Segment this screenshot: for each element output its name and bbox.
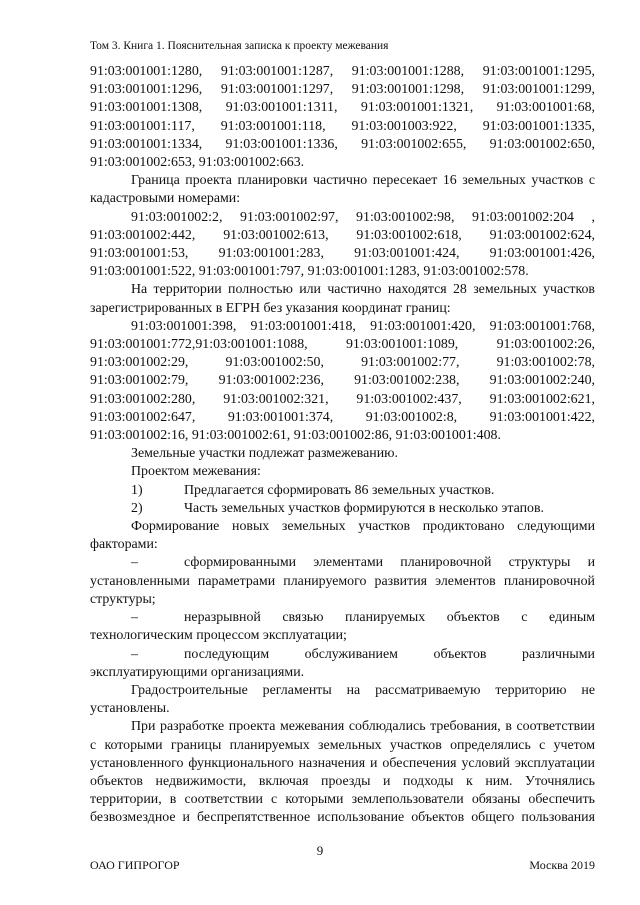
text-line: установленного функционального назначения и обеспечения условий эксплуатации [90,755,595,771]
text-line: 91:03:001001:1334, 91:03:001001:1336, 91:03:001002:655, 91:03:001002:650, [90,136,595,152]
text-line: При разработке проекта межевания соблюдались требования, в соответствии [131,719,595,735]
list-item [90,482,595,500]
factor-text: последующим обслуживанием объектов различными [184,646,595,662]
text-line: факторами: [90,537,158,553]
text-line: объектов недвижимости, включая проезды и подходы к ним. Уточнялись [90,773,595,789]
text-line: 91:03:001002:647, 91:03:001001:374, 91:03:001002:8, 91:03:001001:422, [90,409,595,425]
subdivision-note: Земельные участки подлежат размежеванию. [131,446,399,462]
text-line: 91:03:001002:16, 91:03:001002:61, 91:03:001002:86, 91:03:001001:408. [90,428,501,444]
text-line: 91:03:001001:1280, 91:03:001001:1287, 91:03:001001:1288, 91:03:001001:1295, [90,64,595,79]
paragraph-intersect [90,172,595,208]
text-line: 91:03:001001:522, 91:03:001001:797, 91:03:001001:1283, 91:03:001002:578. [90,264,529,280]
list-text: Предлагается сформировать 86 земельных участков. [184,482,495,498]
list-number: 1) [131,482,143,498]
text-line [90,609,595,627]
cadastral-list-3 [90,318,595,445]
text-line: Граница проекта планировки частично пересекает 16 земельных участков с [131,173,595,189]
text-line: 91:03:001001:398, 91:03:001001:418, 91:03:001001:420, 91:03:001001:768, [131,318,595,334]
text-line: зарегистрированных в ЕГРН без указания координат границ: [90,300,451,316]
text-line: эксплуатирующими организациями. [90,664,305,680]
footer-city-year: Москва 2019 [529,858,595,872]
document-body [90,63,595,828]
text-line: технологическим процессом эксплуатации; [90,628,347,644]
text-line: 91:03:001002:29, 91:03:001002:50, 91:03:001002:77, 91:03:001002:78, [90,355,595,371]
text-line: 91:03:001002:79, 91:03:001002:236, 91:03:001002:238, 91:03:001002:240, [90,373,595,389]
text-line: Градостроительные регламенты на рассматриваемую территорию не [131,682,595,698]
text-line: территории, в соответствии с которыми землепользователи обязаны обеспечить [90,792,595,808]
project-intro: Проектом межевания: [131,464,261,480]
text-line: установлены. [90,701,170,717]
text-line: 91:03:001001:1308, 91:03:001001:1311, 91:03:001001:1321, 91:03:001001:68, [90,100,595,116]
running-header: Том 3. Книга 1. Пояснительная записка к проекту межевания [90,40,389,52]
text-line: 91:03:001002:2, 91:03:001002:97, 91:03:001002:98, 91:03:001002:204 , [131,209,595,225]
factor-text: сформированными элементами планировочной структуры и [184,555,595,571]
text-line: Формирование новых земельных участков продиктовано следующими [131,519,595,535]
factor-text: неразрывной связью планируемых объектов с единым [184,610,595,626]
text-line: 91:03:001002:442, 91:03:001002:613, 91:03:001002:618, 91:03:001002:624, [90,227,595,243]
text-line: 91:03:001001:53, 91:03:001001:283, 91:03:001001:424, 91:03:001001:426, [90,246,595,262]
cadastral-list-2 [90,209,595,282]
text-line: структуры; [90,591,156,607]
dash-marker: – [131,646,138,662]
paragraph-regulations [90,682,595,718]
factor-item [90,646,595,682]
paragraph-requirements [90,718,595,827]
text-line: 91:03:001001:1296, 91:03:001001:1297, 91:03:001001:1298, 91:03:001001:1299, [90,82,595,98]
numbered-list [90,482,595,518]
list-number: 2) [131,500,143,516]
text-line: безвозмездное и беспрепятственное использование объектов общего пользования [90,810,595,826]
dash-marker: – [131,555,138,571]
text-line: 91:03:001002:280, 91:03:001002:321, 91:03:001002:437, 91:03:001002:621, [90,391,595,407]
page-number: 9 [316,843,324,858]
text-line: кадастровыми номерами: [90,191,241,207]
text-line: установленными параметрами планируемого развития элементов планировочной [90,573,595,589]
cadastral-list-1 [90,63,595,172]
text-line [90,554,595,572]
footer-organization: ОАО ГИПРОГОР [90,858,180,872]
paragraph-egrn [90,281,595,317]
text-line: 91:03:001001:117, 91:03:001001:118, 91:03:001003:922, 91:03:001001:1335, [90,118,595,134]
factors-intro [90,518,595,554]
text-line: На территории полностью или частично находятся 28 земельных участков [131,282,595,298]
list-item [90,500,595,518]
text-line: 91:03:001001:772,91:03:001001:1088, 91:03:001001:1089, 91:03:001002:26, [90,337,595,353]
text-line: с которыми границы планируемых земельных участков определялись с учетом [90,737,595,753]
factor-item [90,554,595,609]
text-line: 91:03:001002:653, 91:03:001002:663. [90,155,305,171]
dash-marker: – [131,610,138,626]
text-line [90,646,595,664]
list-text: Часть земельных участков формируются в несколько этапов. [184,500,544,516]
factor-item [90,609,595,645]
